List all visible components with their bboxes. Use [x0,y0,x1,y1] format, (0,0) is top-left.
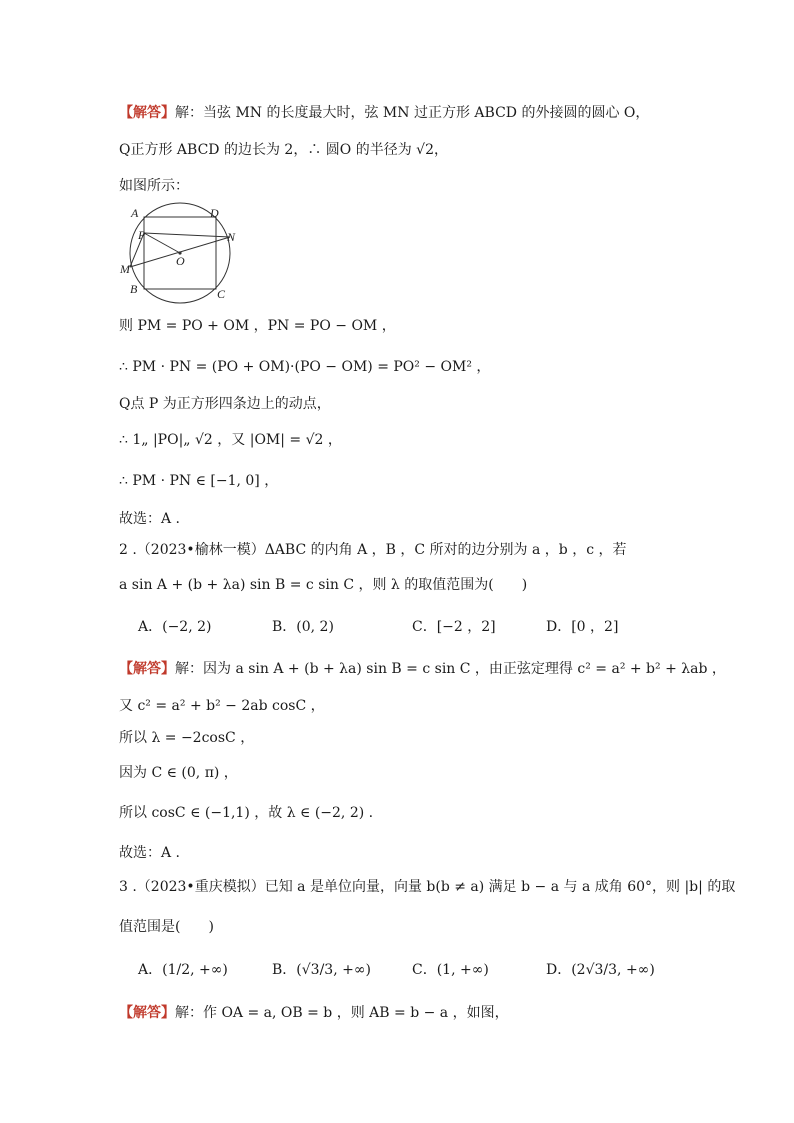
p3-choice-d: D．(2√3/3, +∞) [546,962,655,978]
p3-choice-b: B．(√3/3, +∞) [272,962,371,978]
p3-solution-line1 [119,1003,734,1023]
p1-solution-line8: ∴ PM · PN ∈ [−1, 0] ， [119,473,279,489]
p1-solution-line9: 故选：A . [119,511,181,527]
p1-solution-line4: 则 PM = PO + OM ，PN = PO − OM ， [119,318,396,334]
p3-choice-a: A．(1/2, +∞) [138,962,228,978]
p3-question-line1: 3 .（2023•重庆模拟）已知 a 是单位向量，向量 b(b ≠ a) 满足 b − a 与 a 成角 60°，则 |b| 的取 [119,879,736,895]
p2-choice-d: D．[0 ，2] [546,619,619,635]
p1-solution-line1 [119,103,734,123]
segment-po [144,233,180,253]
p2-choice-b: B．(0, 2) [272,619,334,635]
p2-solution-line2: 又 c² = a² + b² − 2ab cosC ， [119,698,325,714]
label-o: O [176,254,185,268]
label-b: B [130,282,138,296]
answer-tag: 【解答】 [119,105,175,121]
label-m: M [120,262,130,276]
p1-sol-text1: 解：当弦 MN 的长度最大时，弦 MN 过正方形 ABCD 的外接圆的圆心 O， [175,105,650,121]
p2-choice-c: C．[−2 ，2] [412,619,496,635]
answer-tag: 【解答】 [119,661,175,677]
p2-solution-line4: 因为 C ∈ (0, π) ， [119,765,238,781]
label-n: N [227,230,236,244]
p3-sol-text1: 解：作 OA = a, OB = b ，则 AB = b − a ，如图， [175,1005,509,1021]
label-c: C [217,287,226,301]
p2-choice-a: A．(−2, 2) [138,619,212,635]
label-d: D [210,206,219,220]
answer-tag: 【解答】 [119,1005,175,1021]
figure-svg [118,201,238,305]
p3-question-line2: 值范围是( ) [119,919,214,935]
p2-solution-line1 [119,659,734,679]
segment-pn [144,233,230,237]
p2-solution-line6: 故选：A . [119,845,181,861]
p3-choice-c: C．(1, +∞) [412,962,489,978]
p1-solution-line7: ∴ 1„ |PO|„ √2 ，又 |OM| = √2 ， [119,432,342,448]
p2-sol-text1: 解：因为 a sin A + (b + λa) sin B = c sin C ，由正弦定理得 c² = a² + b² + λab ， [175,661,726,677]
p2-solution-line3: 所以 λ = −2cosC ， [119,730,255,746]
p2-question-line1: 2 .（2023•榆林一模）ΔABC 的内角 A ，B ，C 所对的边分别为 a ，b ，c ，若 [119,542,627,558]
label-a: A [131,206,139,220]
p1-solution-line2: Q正方形 ABCD 的边长为 2，∴ 圆O 的半径为 √2， [119,142,448,158]
circle-square-figure [118,201,238,305]
p2-question-line2: a sin A + (b + λa) sin B = c sin C ，则 λ 的取值范围为( ) [119,577,528,593]
p1-solution-line5: ∴ PM · PN = (PO + OM)·(PO − OM) = PO² − OM² ， [119,359,491,375]
p1-solution-line6: Q点 P 为正方形四条边上的动点， [119,396,331,412]
label-p: P [138,228,146,242]
p1-solution-line3: 如图所示： [119,178,189,194]
p2-solution-line5: 所以 cosC ∈ (−1,1) ，故 λ ∈ (−2, 2) . [119,805,374,821]
